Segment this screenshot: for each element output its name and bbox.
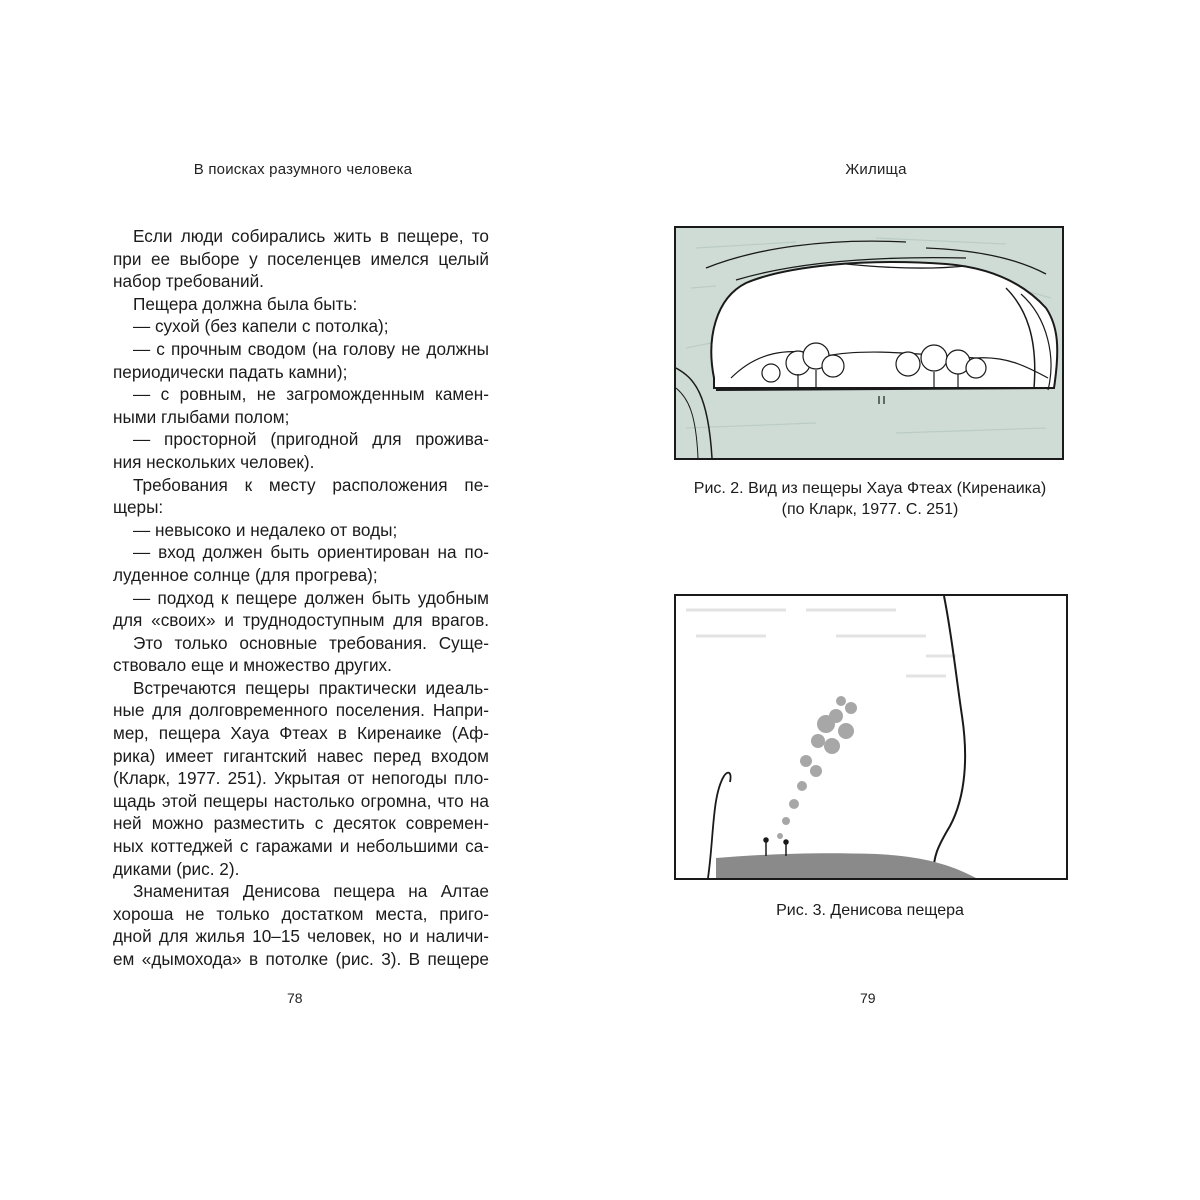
right-page: [600, 0, 1200, 1200]
text-line: ными глыбами полом;: [113, 406, 290, 427]
text-line: Встречаются пещеры практически идеаль-: [133, 677, 489, 698]
figure-2-caption: [640, 478, 1100, 520]
text-line: ем «дымохода» в потолке (рис. 3). В пещере: [113, 949, 489, 969]
figure-2-caption-line-2: (по Кларк, 1977. С. 251): [781, 501, 959, 518]
text-line: луденное солнце (для прогрева);: [113, 564, 378, 585]
text-line: ния нескольких человек).: [113, 451, 315, 472]
text-line: щеры:: [113, 497, 164, 518]
right-page-number: 79: [860, 990, 876, 1006]
denisova-cave-illustration: [676, 596, 1066, 878]
text-line: — подход к пещере должен быть удобным: [133, 587, 489, 608]
text-line: набор требований.: [113, 271, 264, 292]
text-line: ных коттеджей с гаражами и небольшими са-: [113, 836, 489, 857]
text-line: диками (рис. 2).: [113, 858, 240, 879]
right-running-head: Жилища: [845, 161, 907, 178]
text-line: Знаменитая Денисова пещера на Алтае: [133, 881, 489, 902]
figure-2-cave-view: [674, 226, 1064, 460]
text-line: ные для долговременного поселения. Напри-: [113, 700, 489, 721]
left-body-text: [113, 225, 489, 971]
text-line: при ее выборе у поселенцев имелся целый: [113, 248, 489, 269]
left-page-number: 78: [287, 990, 303, 1006]
text-line: — вход должен быть ориентирован на по-: [133, 542, 489, 563]
text-line: Это только основные требования. Суще-: [133, 632, 489, 653]
text-line: — невысоко и недалеко от воды;: [133, 519, 398, 540]
text-line: рика) имеет гигантский навес перед входом: [113, 745, 489, 766]
text-line: ствовало еще и множество других.: [113, 655, 392, 676]
text-line: мер, пещера Хауа Фтеах в Киренаике (Аф-: [113, 723, 489, 744]
text-line: хороша не только достатком места, приго-: [113, 903, 489, 924]
cave-view-illustration: [676, 228, 1062, 458]
text-line: периодически падать камни);: [113, 361, 348, 382]
text-line: щадь этой пещеры настолько огромна, что на: [113, 790, 489, 811]
left-running-head: В поисках разумного человека: [193, 161, 413, 178]
figure-2-caption-line-1: Рис. 2. Вид из пещеры Хауа Фтеах (Киренаика): [693, 480, 1047, 497]
text-line: — сухой (без капели с потолка);: [133, 316, 389, 337]
text-line: Требования к месту расположения пе-: [133, 474, 489, 495]
text-line: — просторной (пригодной для прожива-: [133, 429, 489, 450]
text-line: для «своих» и труднодоступным для врагов.: [113, 610, 489, 631]
text-line: Пещера должна была быть:: [133, 293, 358, 314]
text-line: ней можно разместить с десяток современ-: [113, 813, 489, 834]
text-line: Если люди собирались жить в пещере, то: [133, 226, 489, 246]
figure-3-caption: Рис. 3. Денисова пещера: [776, 902, 964, 919]
text-line: дной для жилья 10–15 человек, но и наличи-: [113, 926, 489, 947]
text-line: — с ровным, не загроможденным камен-: [133, 384, 489, 405]
text-line: (Кларк, 1977. 251). Укрытая от непогоды пло-: [113, 768, 489, 789]
text-line: — с прочным сводом (на голову не должны: [133, 338, 489, 359]
figure-3-denisova-cave: [674, 594, 1068, 880]
